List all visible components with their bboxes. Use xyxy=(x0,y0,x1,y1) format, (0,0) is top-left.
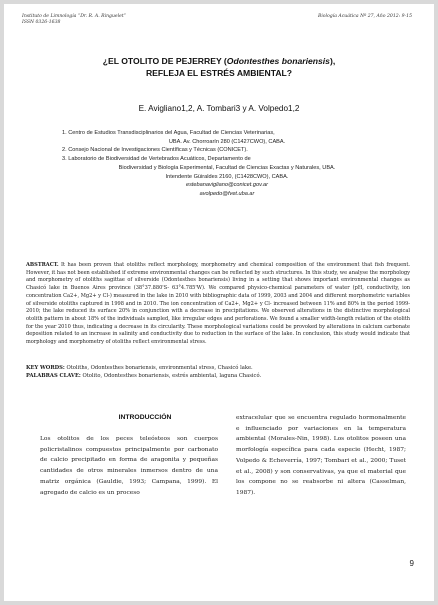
affiliation-3-address: Intendente Güiraldes 2160, (C1428CWO), CABA. xyxy=(165,173,289,180)
abstract xyxy=(26,262,410,362)
affiliation-1-address: UBA. Av. Chorroarín 280 (C1427CWO), CABA. xyxy=(168,138,286,145)
page-number: 9 xyxy=(409,559,414,568)
keywords-en-text: Otoliths, Odontesthes bonariensis, environmental stress, Chasicó lake. xyxy=(66,365,253,371)
title-prefix: ¿EL OTOLITO DE PEJERREY ( xyxy=(102,56,227,66)
running-header-right: Biología Acuática Nº 27, Año 2012: 9-15 xyxy=(317,14,412,19)
keywords-en-label: KEY WORDS: xyxy=(26,365,65,371)
abstract-text: It has been proven that otoliths reflect morphology, morphometry and chemical composition of the environment that fish frequent. However, it has not been established if extreme environmental changes can be reflected by such structures. In this study, we analyse the morphology and morphometry of otoliths sagittae of silverside (Odontesthes bonariensis) living in a setting that shows important environmental changes as Chasicó lake in Buenos Aires province (38°37.880'S- 63°4.785'W). We compared physico-chemical parameters of water (pH, conductivity, ion concentration Ca2+, Mg2+ y Cl-) measured in the lake in 2010 with bibliographic data of 1999, 2003 and 2004 and different morphometric variables of silverside otoliths captured in 1998 and in 2010. The ion concentration of Ca2+, Mg2+ y Cl- increased between 11% and 80% in the period 1999-2010; the lake reduced its surface 20% in conjunction with a decrease in precipitations. We observed alterations in the distinctive morphological otolith pattern in about 18% of the individuals sampled, like irregular edges and perforations. We found a smaller width-length relation of the otolith for the year 2010 thus, indicating a decrease in its circularity. These morphological variations could be provoked by alterations in calcium carbonate deposition related to an increase in salinity and conductivity due to reduction in the surface of the lake. In conclusion, this study would indicate that morphology and morphometry of otoliths reflect environmental stress. xyxy=(26,262,410,346)
email-1: estebanavigliano@conicet.gov.ar xyxy=(185,182,269,189)
title-line-2: REFLEJA EL ESTRÉS AMBIENTAL? xyxy=(145,68,293,78)
title-suffix: ), xyxy=(329,56,336,66)
keywords-block xyxy=(26,365,410,380)
affiliation-2: 2. Consejo Nacional de Investigaciones Científicas y Técnicas (CONICET). xyxy=(62,147,248,154)
institution-line: Instituto de Limnología “Dr. R. A. Ringuelet” xyxy=(22,14,127,19)
email-2: avolpedo@fvet.uba.ar xyxy=(199,190,255,197)
paper-page xyxy=(4,4,434,601)
running-header-left xyxy=(22,14,126,26)
affiliation-1: 1. Centro de Estudios Transdisciplinarios del Agua, Facultad de Ciencias Veterinarias, xyxy=(62,130,275,136)
affiliation-3: 3. Laboratorio de Biodiversidad de Vertebrados Acuáticos, Departamento de xyxy=(62,156,251,163)
abstract-label: ABSTRACT. xyxy=(26,262,59,268)
body-column-right: extracelular que se encuentra regulado hormonalmente e influenciado por variaciones en la temperatura ambiental (Morales-Nin, 1998). Los otolitos poseen una morfología específica para cada especie (Hecht, 1987; Volpedo & Echeverría, 1997; Tombari et al., 2000; Tuset et al., 2008) y son conservativas, ya que el material que los compone no se reabsorbe ni altera (Casselman, 1987). xyxy=(236,415,406,496)
keywords-es-text: Otolito, Odontesthes bonariensis, estrés ambiental, laguna Chasicó. xyxy=(82,372,262,379)
body-column-left: Los otolitos de los peces teleósteos son cuerpos policristalinos compuestos principalmente por carbonato de calcio precipitado en forma de aragonita y pequeñas cantidades de otros minerales inmersos dentro de una matriz orgánica (Gauldie, 1993; Campana, 1999). El agregado de calcio es un proceso xyxy=(40,436,218,496)
keywords-es-label: PALABRAS CLAVE: xyxy=(26,372,81,379)
title-line-1 xyxy=(34,55,404,67)
article-title xyxy=(34,55,404,79)
section-heading-introduction: INTRODUCCIÓN xyxy=(118,414,172,421)
title-species: Odontesthes bonariensis xyxy=(226,56,330,66)
affiliation-3-dept: Biodiversidad y Biología Experimental, Facultad de Ciencias Exactas y Naturales, UBA. xyxy=(118,164,336,171)
keywords-en xyxy=(26,365,410,373)
author-list: E. Avigliano1,2, A. Tombari3 y A. Volpedo1,2 xyxy=(138,104,300,113)
issn-line: ISSN 0326-1638 xyxy=(22,20,61,25)
keywords-es xyxy=(26,373,410,381)
affiliations xyxy=(62,129,392,199)
